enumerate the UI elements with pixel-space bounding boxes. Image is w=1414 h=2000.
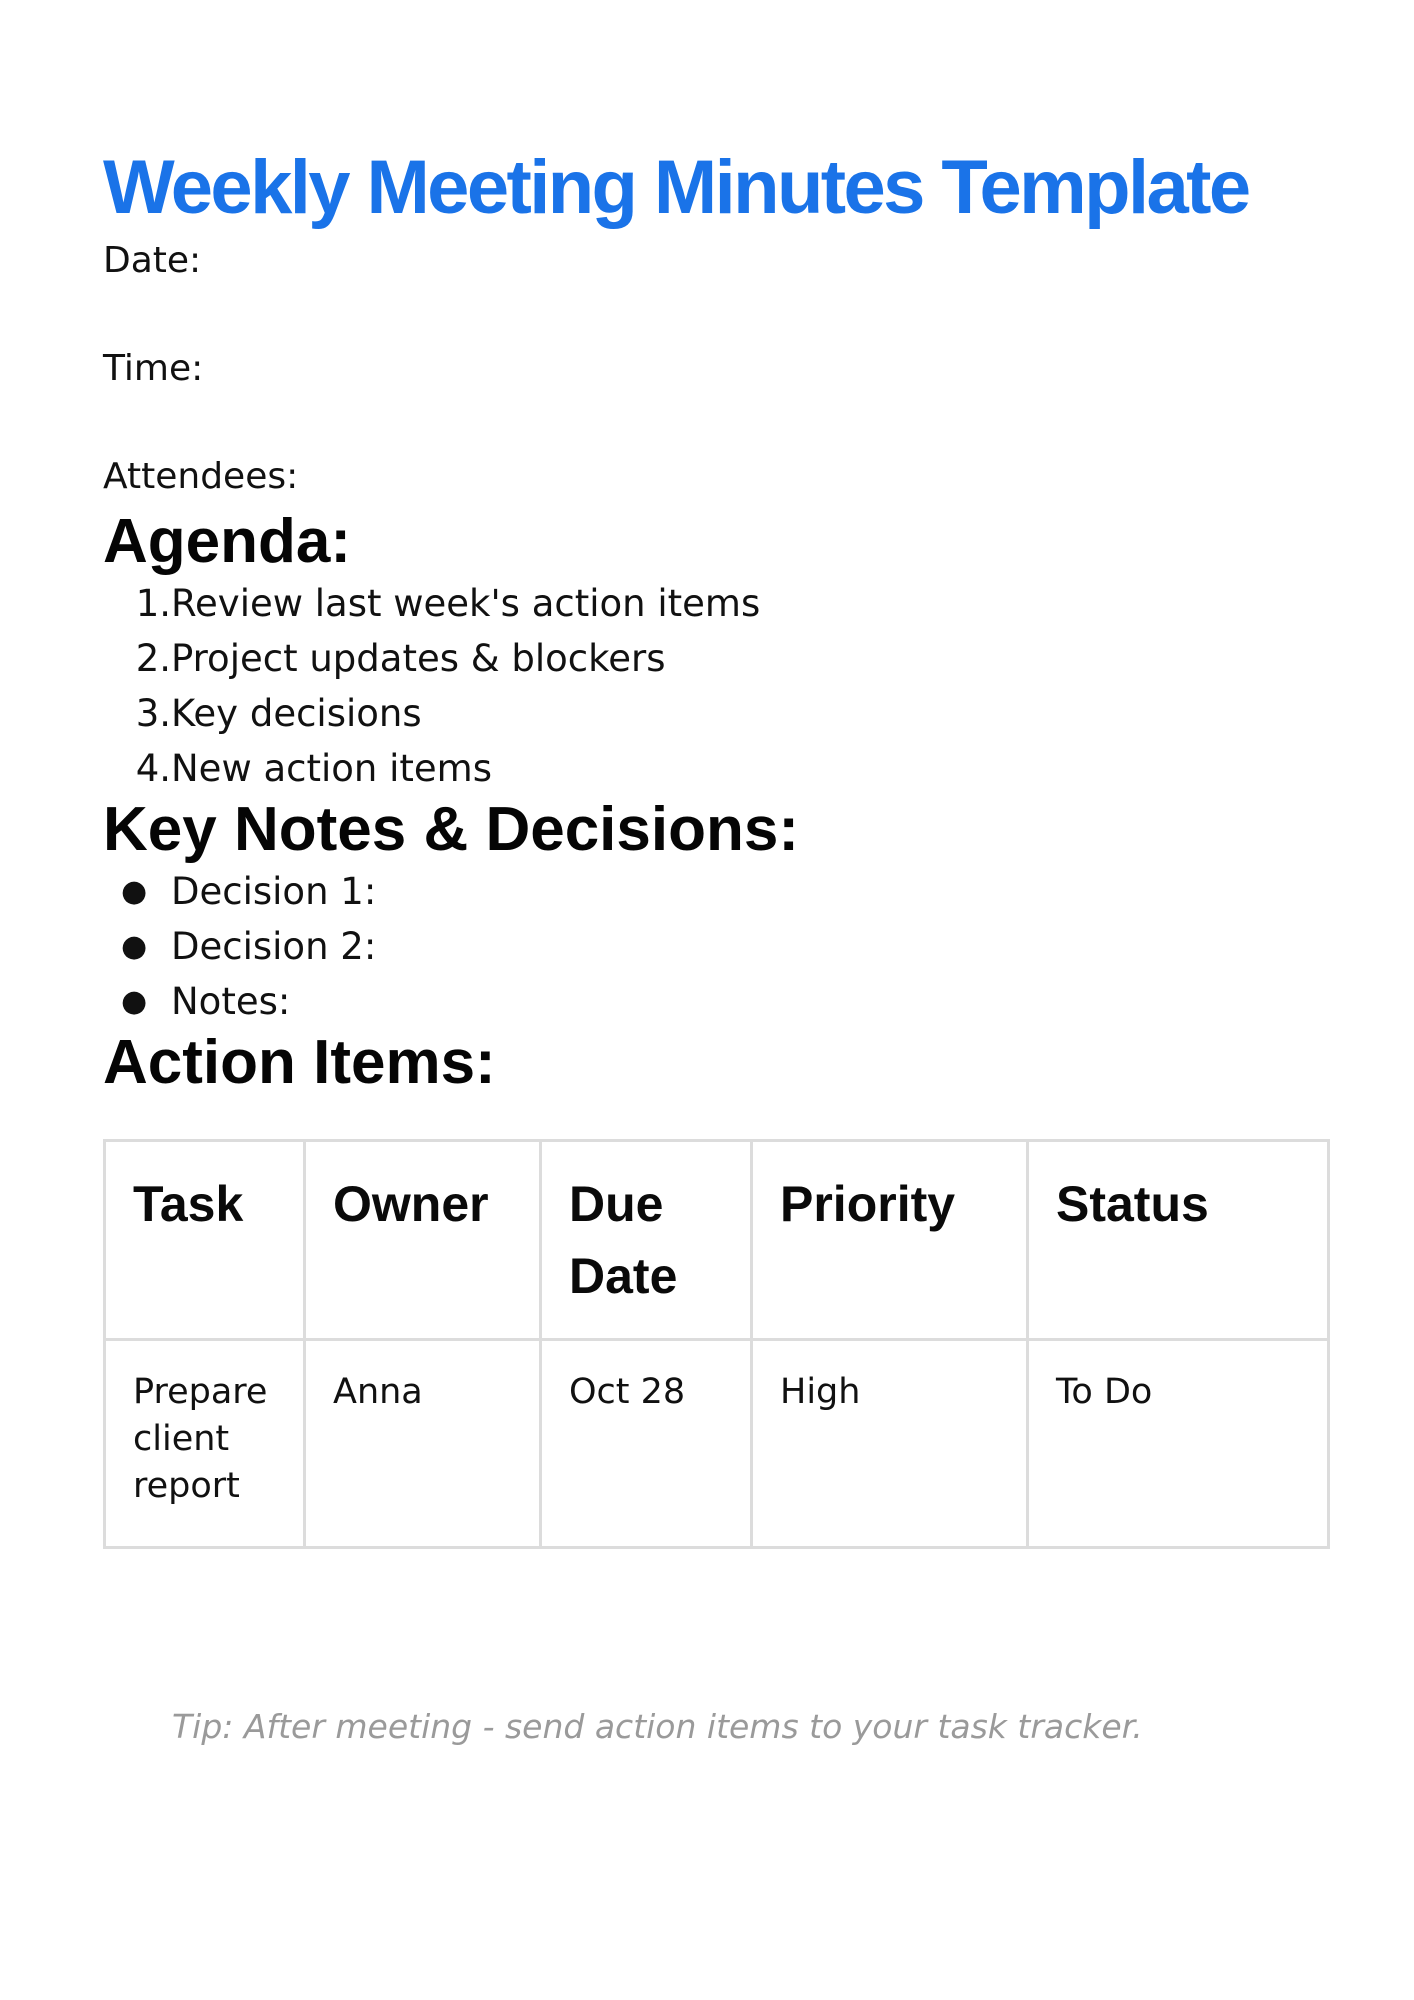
action-items-heading: Action Items: — [103, 1028, 496, 1097]
action-items-table — [103, 1139, 1330, 1549]
table-header-row — [105, 1141, 1329, 1340]
notes-heading: Key Notes & Decisions: — [103, 795, 799, 864]
cell-owner: Anna — [305, 1340, 541, 1548]
page-title: Weekly Meeting Minutes Template — [103, 145, 1249, 230]
agenda-item-text: Project updates & blockers — [171, 637, 666, 680]
tip-text: Tip: After meeting - send action items to your task tracker. — [172, 1707, 1143, 1746]
table-row — [105, 1340, 1329, 1548]
attendees-label: Attendees: — [103, 456, 299, 497]
note-item-text: Notes: — [171, 980, 291, 1023]
cell-status: To Do — [1028, 1340, 1329, 1548]
column-header-due-date: Due Date — [541, 1141, 752, 1340]
cell-task: Prepare client report — [105, 1340, 305, 1548]
list-item — [103, 974, 1327, 1029]
list-item — [103, 919, 1327, 974]
column-header-status: Status — [1028, 1141, 1329, 1340]
agenda-item-text: New action items — [171, 747, 492, 790]
agenda-item — [103, 631, 1327, 686]
date-label: Date: — [103, 240, 202, 281]
bullet-icon: ● — [121, 984, 148, 1019]
agenda-item — [103, 741, 1327, 796]
column-header-priority: Priority — [752, 1141, 1028, 1340]
agenda-list — [103, 576, 1327, 796]
agenda-item — [103, 686, 1327, 741]
column-header-owner: Owner — [305, 1141, 541, 1340]
note-item-text: Decision 1: — [171, 870, 377, 913]
note-item-text: Decision 2: — [171, 925, 377, 968]
cell-due-date: Oct 28 — [541, 1340, 752, 1548]
agenda-item-number: 1. — [135, 582, 171, 625]
agenda-item-text: Key decisions — [171, 692, 422, 735]
agenda-item — [103, 576, 1327, 631]
agenda-item-number: 4. — [135, 747, 171, 790]
list-item — [103, 864, 1327, 919]
column-header-task: Task — [105, 1141, 305, 1340]
notes-list — [103, 864, 1327, 1029]
agenda-item-number: 3. — [135, 692, 171, 735]
bullet-icon: ● — [121, 929, 148, 964]
cell-priority: High — [752, 1340, 1028, 1548]
document-page — [103, 140, 1327, 1549]
agenda-item-number: 2. — [135, 637, 171, 680]
agenda-item-text: Review last week's action items — [171, 582, 761, 625]
agenda-heading: Agenda: — [103, 507, 351, 576]
bullet-icon: ● — [121, 874, 148, 909]
time-label: Time: — [103, 348, 204, 389]
